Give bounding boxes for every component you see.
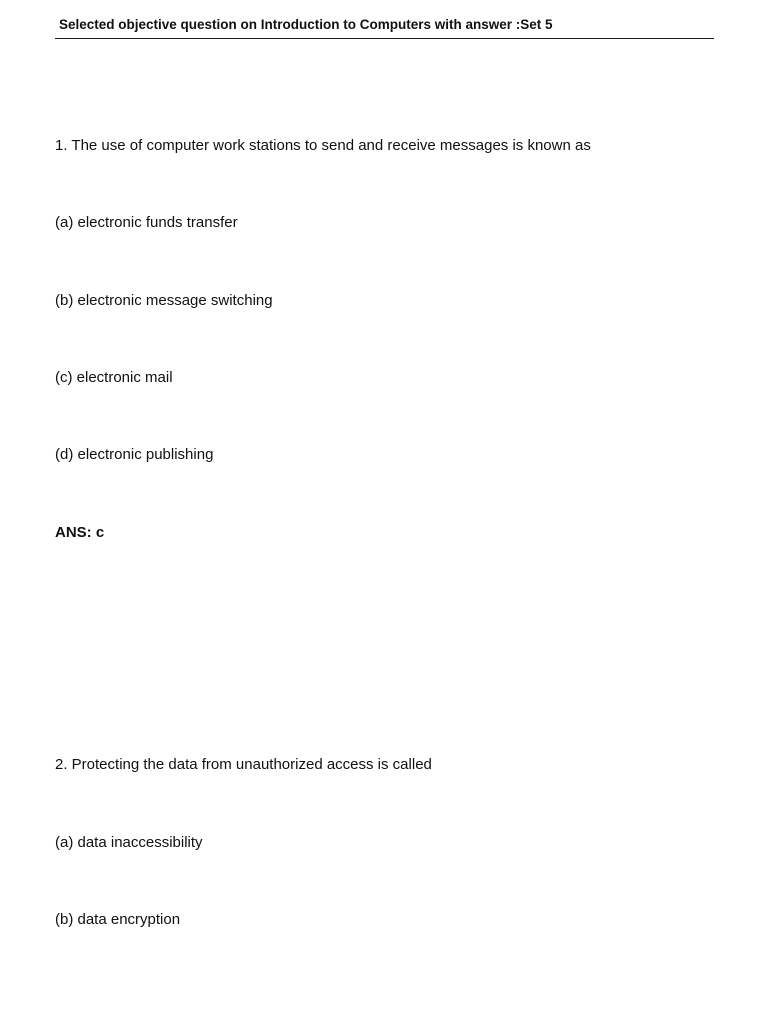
option-a: (a) electronic funds transfer <box>55 214 238 231</box>
option-b: (b) data encryption <box>55 911 181 928</box>
option-d: (d) electronic publishing <box>55 446 214 463</box>
page-title: Selected objective question on Introduction to Computers with answer :Set 5 <box>59 17 553 32</box>
option-b: (b) electronic message switching <box>55 292 273 309</box>
page-header <box>55 16 714 39</box>
question-text: 1. The use of computer work stations to send and receive messages is known as <box>55 137 591 154</box>
question-text: 2. Protecting the data from unauthorized access is called <box>55 756 432 773</box>
option-a: (a) data inaccessibility <box>55 834 203 851</box>
option-c: (c) electronic mail <box>55 369 173 386</box>
answer-text: ANS: c <box>55 524 105 541</box>
